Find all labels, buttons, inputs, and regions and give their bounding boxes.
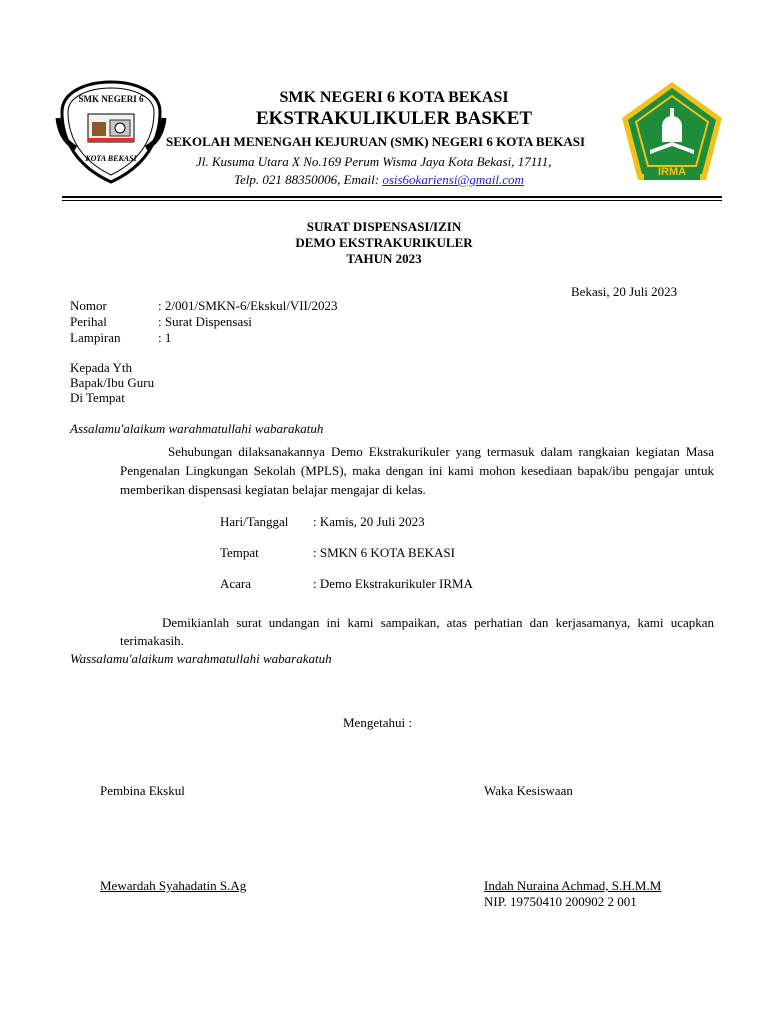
letter-title-2: DEMO EKSTRAKURIKULER bbox=[295, 235, 473, 250]
closing-paragraph-text: Demikianlah surat undangan ini kami sampaikan, atas perhatian dan kerjasamanya, kami ucapkan terimakasih. bbox=[120, 615, 714, 648]
school-full-name: SEKOLAH MENENGAH KEJURUAN (SMK) NEGERI 6 KOTA BEKASI bbox=[166, 134, 586, 149]
smk-logo-bottom-text: KOTA BEKASI bbox=[85, 154, 137, 163]
closing-paragraph bbox=[120, 614, 714, 650]
detail-value: : Kamis, 20 Juli 2023 bbox=[313, 514, 425, 529]
meta-label: Lampiran bbox=[70, 330, 121, 345]
meta-value: : Surat Dispensasi bbox=[158, 314, 252, 329]
meta-value: : 1 bbox=[158, 330, 172, 345]
detail-value: : SMKN 6 KOTA BEKASI bbox=[313, 545, 455, 560]
letter-title-1: SURAT DISPENSASI/IZIN bbox=[306, 219, 462, 234]
recipient-line: Kepada Yth bbox=[70, 360, 132, 375]
school-address: Jl. Kusuma Utara X No.169 Perum Wisma Jaya Kota Bekasi, 17111, bbox=[196, 154, 552, 169]
meta-label: Nomor bbox=[70, 298, 107, 313]
detail-label: Tempat bbox=[220, 545, 259, 560]
left-signatory-name: Mewardah Syahadatin S.Ag bbox=[100, 878, 247, 893]
letter-date: Bekasi, 20 Juli 2023 bbox=[571, 284, 678, 299]
irma-logo-text: IRMA bbox=[657, 166, 687, 178]
detail-label: Acara bbox=[220, 576, 252, 591]
acknowledge-label: Mengetahui : bbox=[343, 715, 412, 730]
irma-logo bbox=[620, 80, 724, 184]
school-name: SMK NEGERI 6 KOTA BEKASI bbox=[279, 89, 509, 106]
body-paragraph bbox=[120, 442, 714, 499]
smk-logo-top-text: SMK NEGERI 6 bbox=[78, 94, 144, 104]
school-contact bbox=[234, 172, 524, 188]
letterhead-rule-thick bbox=[62, 196, 722, 198]
letter-title-3: TAHUN 2023 bbox=[346, 251, 422, 266]
detail-label: Hari/Tanggal bbox=[220, 514, 289, 529]
contact-phone: Telp. 021 88350006, Email: bbox=[234, 172, 383, 187]
left-signatory-role: Pembina Ekskul bbox=[100, 783, 185, 798]
body-paragraph-text: Sehubungan dilaksanakannya Demo Ekstrakurikuler yang termasuk dalam rangkaian kegiatan Masa Pengenalan Lingkungan Sekolah (MPLS), maka dengan ini kami mohon kesediaan bapak/ibu pengajar untuk memberikan dispensasi kegiatan belajar mengajar di kelas. bbox=[120, 444, 714, 497]
org-name: EKSTRAKULIKULER BASKET bbox=[255, 108, 533, 129]
recipient-line: Di Tempat bbox=[70, 390, 125, 405]
meta-label: Perihal bbox=[70, 314, 107, 329]
smk-logo bbox=[54, 78, 168, 186]
detail-value: : Demo Ekstrakurikuler IRMA bbox=[313, 576, 473, 591]
recipient-line: Bapak/Ibu Guru bbox=[70, 375, 155, 390]
letterhead-rule-thin bbox=[62, 200, 722, 201]
right-signatory-name: Indah Nuraina Achmad, S.H.M.M bbox=[484, 878, 662, 893]
right-signatory-role: Waka Kesiswaan bbox=[484, 783, 573, 798]
closing-greeting: Wassalamu'alaikum warahmatullahi wabarakatuh bbox=[70, 651, 332, 666]
opening-greeting: Assalamu'alaikum warahmatullahi wabarakatuh bbox=[70, 421, 324, 436]
contact-email-link[interactable]: osis6okariensi@gmail.com bbox=[382, 172, 524, 187]
right-signatory-nip: NIP. 19750410 200902 2 001 bbox=[484, 894, 637, 909]
meta-value: : 2/001/SMKN-6/Ekskul/VII/2023 bbox=[158, 298, 338, 313]
